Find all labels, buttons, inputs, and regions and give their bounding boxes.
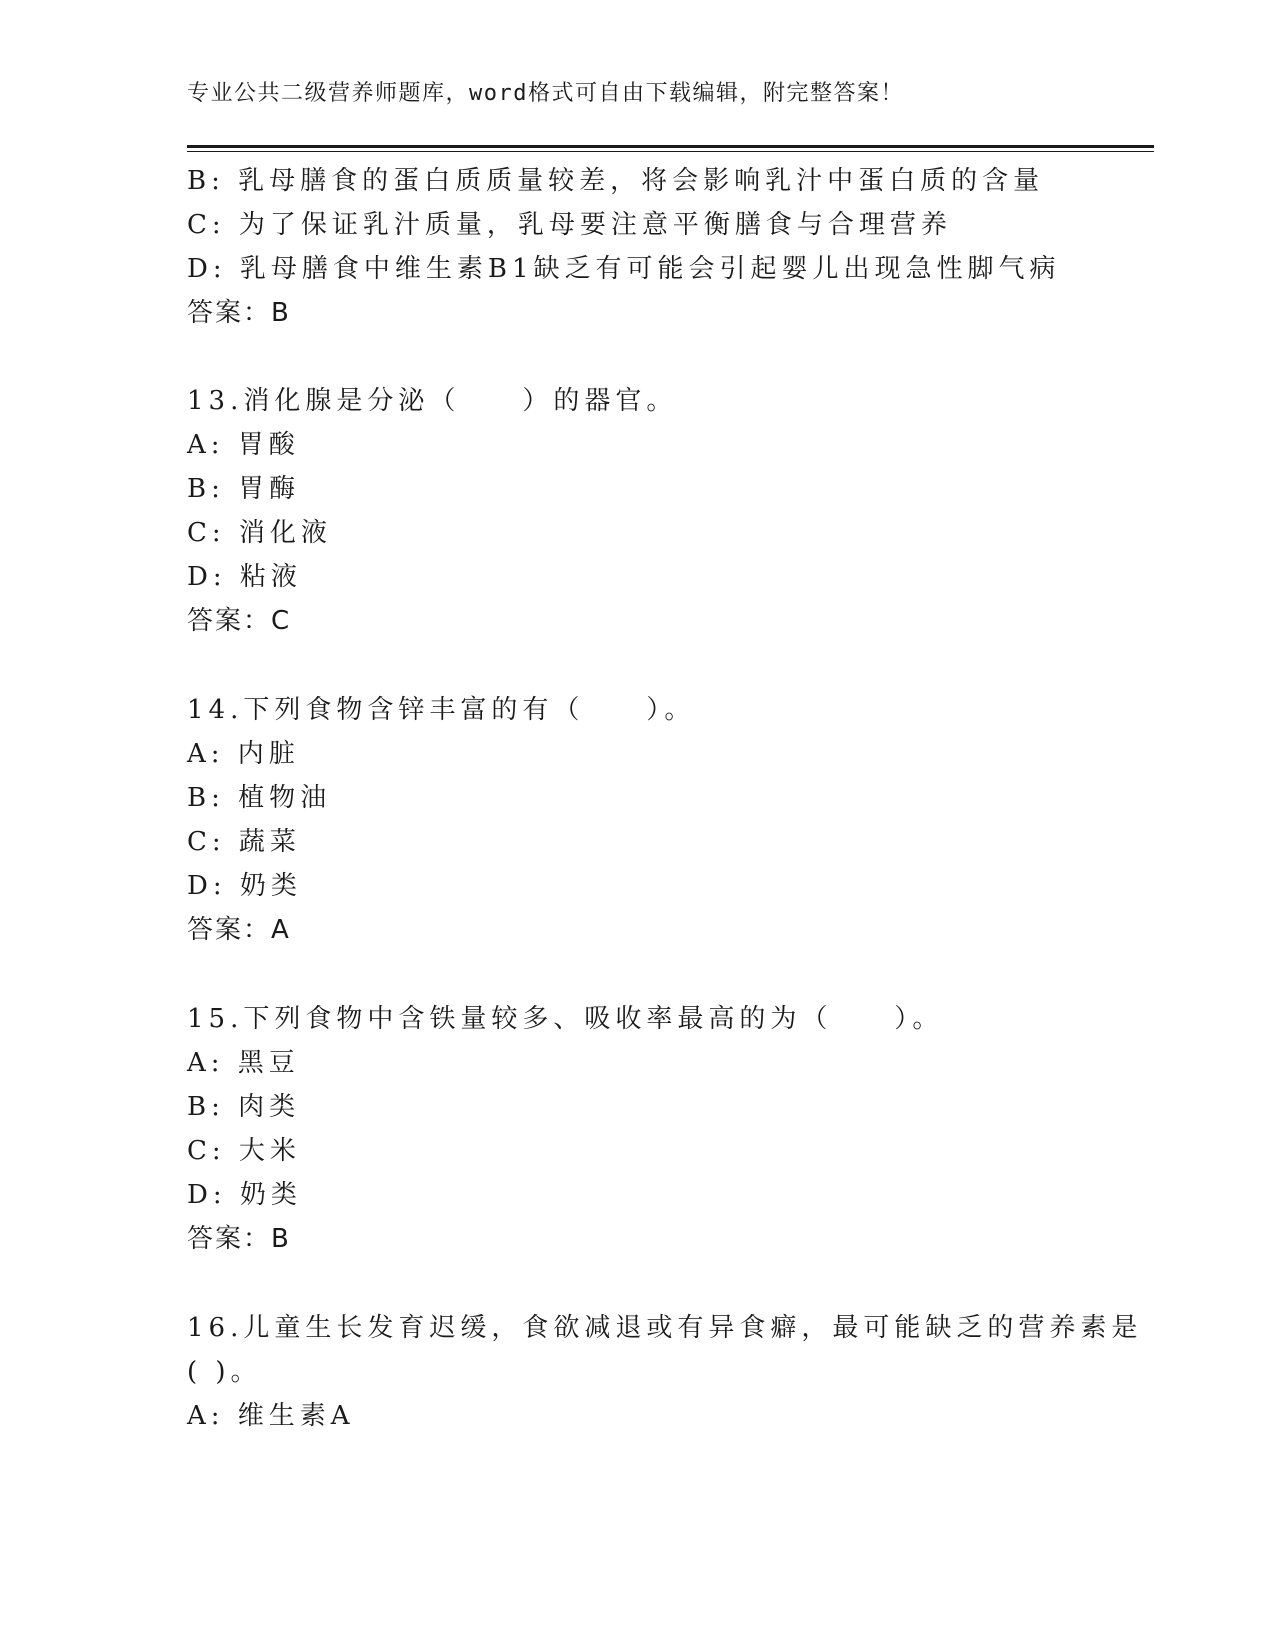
q14-option-c: C: 蔬菜 bbox=[187, 827, 301, 857]
q12-option-d: D: 乳母膳食中维生素B1缺乏有可能会引起婴儿出现急性脚气病 bbox=[187, 254, 1061, 284]
q13-option-d: D: 粘液 bbox=[187, 562, 302, 592]
header-divider-thin bbox=[187, 151, 1154, 152]
q13-option-a: A: 胃酸 bbox=[187, 430, 300, 460]
q12-option-b: B: 乳母膳食的蛋白质质量较差，将会影响乳汁中蛋白质的含量 bbox=[187, 166, 1045, 196]
q13-answer: 答案：C bbox=[187, 606, 292, 636]
q15-option-b: B: 肉类 bbox=[187, 1092, 301, 1122]
q13-stem: 13.消化腺是分泌（ ）的器官。 bbox=[187, 386, 678, 416]
q15-answer: 答案：B bbox=[187, 1224, 291, 1254]
q14-stem: 14.下列食物含锌丰富的有（ ）。 bbox=[187, 695, 696, 725]
q16-stem-line1: 16.儿童生长发育迟缓，食欲减退或有异食癖，最可能缺乏的营养素是 bbox=[187, 1313, 1143, 1343]
q12-option-c: C: 为了保证乳汁质量，乳母要注意平衡膳食与合理营养 bbox=[187, 210, 952, 240]
q13-option-b: B: 胃酶 bbox=[187, 474, 301, 504]
q14-option-d: D: 奶类 bbox=[187, 871, 302, 901]
page-header-text: 专业公共二级营养师题库，word格式可自由下载编辑，附完整答案！ bbox=[187, 81, 904, 106]
q16-stem-line2: ( )。 bbox=[187, 1357, 262, 1387]
q15-option-d: D: 奶类 bbox=[187, 1180, 302, 1210]
q16-option-a: A: 维生素A bbox=[187, 1401, 355, 1431]
q15-stem: 15.下列食物中含铁量较多、吸收率最高的为（ ）。 bbox=[187, 1004, 944, 1034]
q14-answer: 答案：A bbox=[187, 915, 291, 945]
q15-option-a: A: 黑豆 bbox=[187, 1048, 300, 1078]
header-divider-thick bbox=[187, 145, 1154, 148]
q13-option-c: C: 消化液 bbox=[187, 518, 332, 548]
q14-option-b: B: 植物油 bbox=[187, 783, 332, 813]
q14-option-a: A: 内脏 bbox=[187, 739, 300, 769]
q15-option-c: C: 大米 bbox=[187, 1136, 301, 1166]
q12-answer: 答案：B bbox=[187, 298, 291, 328]
